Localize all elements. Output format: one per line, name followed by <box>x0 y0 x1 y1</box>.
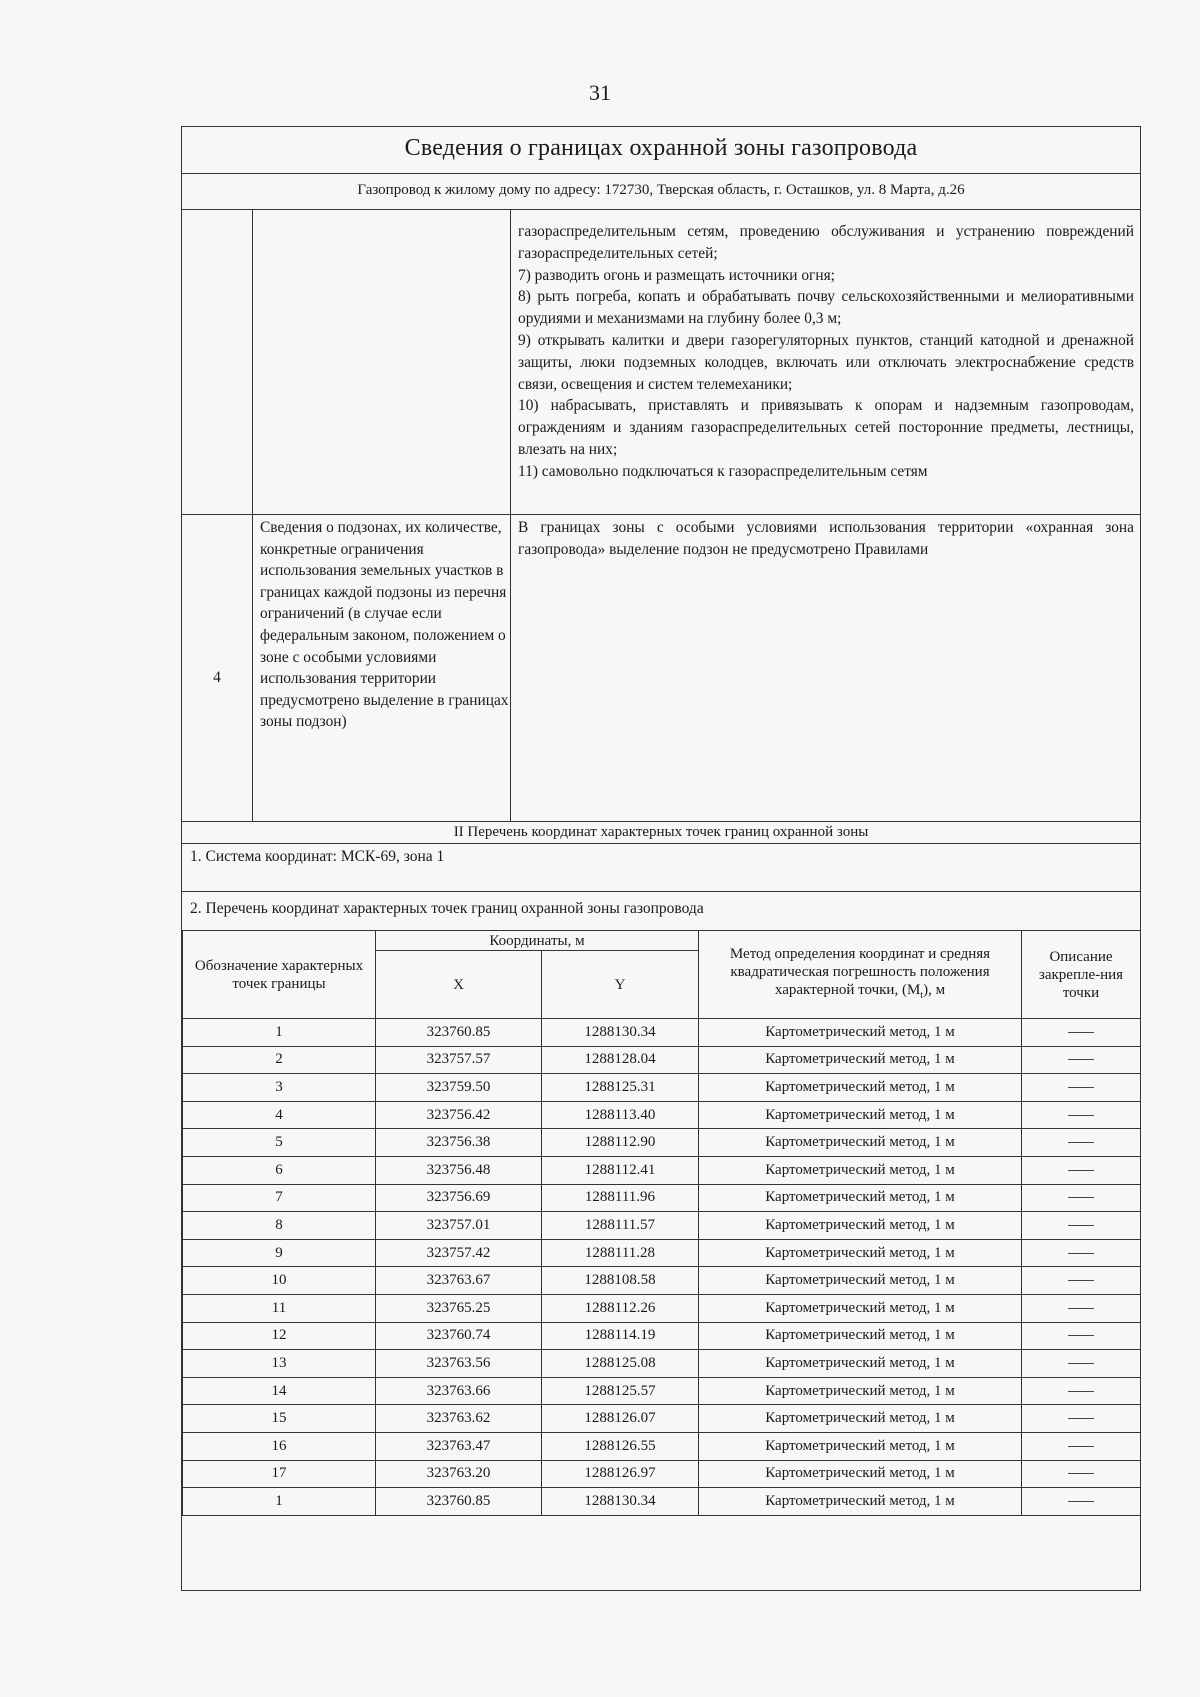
method-cell: Картометрический метод, 1 м <box>699 1019 1022 1047</box>
x-coordinate: 323760.74 <box>376 1322 542 1350</box>
point-number: 12 <box>183 1322 376 1350</box>
restrictions-list <box>518 221 1134 483</box>
divider <box>182 514 1140 515</box>
y-coordinate: 1288114.19 <box>542 1322 699 1350</box>
point-number: 14 <box>183 1377 376 1405</box>
x-coordinate: 323756.69 <box>376 1184 542 1212</box>
subzones-label: Сведения о подзонах, их количестве, конкретные ограничения использования земельных участков в границах каждой подзоны из перечня ограничений (в случае если федеральным законом, положением о зоне с особыми условиями использования территории предусмотрено выделение в границах зоны подзон) <box>260 519 509 731</box>
point-number: 4 <box>183 1101 376 1129</box>
y-coordinate: 1288112.41 <box>542 1156 699 1184</box>
dash-mark <box>1068 1197 1094 1198</box>
dash-mark <box>1068 1363 1094 1364</box>
table-row <box>183 1156 1141 1184</box>
table-row <box>183 1488 1141 1516</box>
description-cell <box>1022 1239 1141 1267</box>
y-coordinate: 1288108.58 <box>542 1267 699 1295</box>
y-coordinate: 1288125.08 <box>542 1350 699 1378</box>
divider <box>182 209 1140 210</box>
table-row <box>183 1129 1141 1157</box>
pipeline-address: Газопровод к жилому дому по адресу: 172730, Тверская область, г. Осташков, ул. 8 Марта, д.26 <box>357 182 965 198</box>
method-cell: Картометрический метод, 1 м <box>699 1156 1022 1184</box>
dash-mark <box>1068 1170 1094 1171</box>
y-coordinate: 1288126.07 <box>542 1405 699 1433</box>
y-coordinate: 1288128.04 <box>542 1046 699 1074</box>
point-number: 7 <box>183 1184 376 1212</box>
description-cell <box>1022 1432 1141 1460</box>
x-coordinate: 323763.66 <box>376 1377 542 1405</box>
method-cell: Картометрический метод, 1 м <box>699 1377 1022 1405</box>
method-header: Метод определения координат и средняя квадратическая погрешность положения характерной точки, $(M_t)$, м <box>699 931 1022 1019</box>
divider <box>182 891 1140 892</box>
description-cell <box>1022 1019 1141 1047</box>
method-cell: Картометрический метод, 1 м <box>699 1267 1022 1295</box>
method-cell: Картометрический метод, 1 м <box>699 1129 1022 1157</box>
x-coordinate: 323757.01 <box>376 1212 542 1240</box>
y-coordinate: 1288111.28 <box>542 1239 699 1267</box>
point-number: 11 <box>183 1294 376 1322</box>
dash-mark <box>1068 1308 1094 1309</box>
point-number: 9 <box>183 1239 376 1267</box>
restriction-item: газораспределительным сетям, проведению обслуживания и устранению повреждений газораспределительных сетей; <box>518 223 1134 262</box>
y-coordinate: 1288112.90 <box>542 1129 699 1157</box>
divider <box>182 173 1140 174</box>
dash-mark <box>1068 1059 1094 1060</box>
subzones-text: В границах зоны с особыми условиями использования территории «охранная зона газопровода» выделение подзон не предусмотрено Правилами <box>518 519 1134 558</box>
dash-mark <box>1068 1501 1094 1502</box>
point-number: 8 <box>183 1212 376 1240</box>
x-coordinate: 323763.20 <box>376 1460 542 1488</box>
y-coordinate: 1288111.57 <box>542 1212 699 1240</box>
column-divider <box>252 209 253 821</box>
dash-mark <box>1068 1087 1094 1088</box>
restriction-item: 8) рыть погреба, копать и обрабатывать почву сельскохозяйственными и мелиоративными орудиями и механизмами на глубину более 0,3 м; <box>518 288 1134 328</box>
point-number: 6 <box>183 1156 376 1184</box>
method-cell: Картометрический метод, 1 м <box>699 1405 1022 1433</box>
description-cell <box>1022 1350 1141 1378</box>
description-cell <box>1022 1129 1141 1157</box>
divider <box>182 821 1140 822</box>
x-coordinate: 323757.42 <box>376 1239 542 1267</box>
method-cell: Картометрический метод, 1 м <box>699 1239 1022 1267</box>
dash-mark <box>1068 1225 1094 1226</box>
method-cell: Картометрический метод, 1 м <box>699 1488 1022 1516</box>
table-row <box>183 1405 1141 1433</box>
method-cell: Картометрический метод, 1 м <box>699 1212 1022 1240</box>
method-cell: Картометрический метод, 1 м <box>699 1322 1022 1350</box>
protection-zone-document <box>181 126 1141 1591</box>
method-cell: Картометрический метод, 1 м <box>699 1460 1022 1488</box>
document-title: Сведения о границах охранной зоны газопровода <box>404 135 918 161</box>
description-cell <box>1022 1156 1141 1184</box>
point-number: 3 <box>183 1074 376 1102</box>
coordinates-header: Координаты, м <box>376 931 699 951</box>
table-row <box>183 1019 1141 1047</box>
x-coordinate: 323760.85 <box>376 1019 542 1047</box>
table-row <box>183 1074 1141 1102</box>
y-coordinate: 1288112.26 <box>542 1294 699 1322</box>
table-row <box>183 1101 1141 1129</box>
description-cell <box>1022 1046 1141 1074</box>
description-cell <box>1022 1294 1141 1322</box>
table-row <box>183 1184 1141 1212</box>
method-cell: Картометрический метод, 1 м <box>699 1294 1022 1322</box>
description-cell <box>1022 1074 1141 1102</box>
method-cell: Картометрический метод, 1 м <box>699 1101 1022 1129</box>
description-cell <box>1022 1377 1141 1405</box>
description-cell <box>1022 1101 1141 1129</box>
x-coordinate: 323759.50 <box>376 1074 542 1102</box>
divider <box>182 843 1140 844</box>
x-coordinate: 323760.85 <box>376 1488 542 1516</box>
point-number: 15 <box>183 1405 376 1433</box>
x-coordinate: 323763.67 <box>376 1267 542 1295</box>
dash-mark <box>1068 1473 1094 1474</box>
point-number: 1 <box>183 1488 376 1516</box>
table-row <box>183 1377 1141 1405</box>
y-coordinate: 1288125.57 <box>542 1377 699 1405</box>
restriction-item: 11) самовольно подключаться к газораспределительным сетям <box>518 462 928 480</box>
dash-mark <box>1068 1418 1094 1419</box>
y-coordinate: 1288113.40 <box>542 1101 699 1129</box>
x-coordinate: 323765.25 <box>376 1294 542 1322</box>
column-divider <box>510 209 511 821</box>
description-cell <box>1022 1488 1141 1516</box>
description-cell <box>1022 1184 1141 1212</box>
point-number: 2 <box>183 1046 376 1074</box>
designation-header: Обозначение характерных точек границы <box>183 931 376 1019</box>
description-cell <box>1022 1460 1141 1488</box>
table-row <box>183 1350 1141 1378</box>
dash-mark <box>1068 1335 1094 1336</box>
y-coordinate: 1288126.97 <box>542 1460 699 1488</box>
table-row <box>183 1294 1141 1322</box>
table-row <box>183 1212 1141 1240</box>
table-row <box>183 1267 1141 1295</box>
point-number: 10 <box>183 1267 376 1295</box>
y-coordinate: 1288130.34 <box>542 1488 699 1516</box>
method-cell: Картометрический метод, 1 м <box>699 1046 1022 1074</box>
y-coordinate: 1288130.34 <box>542 1019 699 1047</box>
restriction-item: 9) открывать калитки и двери газорегуляторных пунктов, станций катодной и дренажной защиты, люки подземных колодцев, включать или отключать электроснабжение средств связи, освещения и систем телемеханики; <box>518 331 1134 393</box>
point-number: 5 <box>183 1129 376 1157</box>
x-coordinate: 323763.56 <box>376 1350 542 1378</box>
dash-mark <box>1068 1446 1094 1447</box>
coordinate-system: 1. Система координат: МСК-69, зона 1 <box>190 848 445 865</box>
restriction-item: 7) разводить огонь и размещать источники огня; <box>518 266 835 284</box>
point-number: 16 <box>183 1432 376 1460</box>
y-coordinate: 1288125.31 <box>542 1074 699 1102</box>
table-row <box>183 1460 1141 1488</box>
section-2-title: II Перечень координат характерных точек границ охранной зоны <box>453 824 869 840</box>
row-number: 4 <box>213 669 221 686</box>
x-coordinate: 323756.42 <box>376 1101 542 1129</box>
table-row <box>183 1322 1141 1350</box>
table-row <box>183 1432 1141 1460</box>
point-number: 1 <box>183 1019 376 1047</box>
page-number: 31 <box>589 80 611 105</box>
dash-mark <box>1068 1032 1094 1033</box>
table-row <box>183 1046 1141 1074</box>
x-coordinate: 323757.57 <box>376 1046 542 1074</box>
method-cell: Картометрический метод, 1 м <box>699 1350 1022 1378</box>
x-header: X <box>376 951 542 1019</box>
y-header: Y <box>542 951 699 1019</box>
x-coordinate: 323763.62 <box>376 1405 542 1433</box>
description-cell <box>1022 1405 1141 1433</box>
y-coordinate: 1288126.55 <box>542 1432 699 1460</box>
dash-mark <box>1068 1391 1094 1392</box>
coordinate-list-title: 2. Перечень координат характерных точек границ охранной зоны газопровода <box>190 900 704 917</box>
dash-mark <box>1068 1280 1094 1281</box>
dash-mark <box>1068 1142 1094 1143</box>
dash-mark <box>1068 1253 1094 1254</box>
point-number: 13 <box>183 1350 376 1378</box>
restriction-item: 10) набрасывать, приставлять и привязывать к опорам и надземным газопроводам, ограждениям и зданиям газораспределительных сетей посторонние предметы, лестницы, влезать на них; <box>518 397 1134 458</box>
method-cell: Картометрический метод, 1 м <box>699 1184 1022 1212</box>
point-number: 17 <box>183 1460 376 1488</box>
y-coordinate: 1288111.96 <box>542 1184 699 1212</box>
description-cell <box>1022 1267 1141 1295</box>
description-header: Описание закрепле-ния точки <box>1022 931 1141 1019</box>
table-row <box>183 1239 1141 1267</box>
x-coordinate: 323763.47 <box>376 1432 542 1460</box>
description-cell <box>1022 1322 1141 1350</box>
coordinates-table <box>182 930 1141 1516</box>
method-cell: Картометрический метод, 1 м <box>699 1074 1022 1102</box>
x-coordinate: 323756.38 <box>376 1129 542 1157</box>
dash-mark <box>1068 1115 1094 1116</box>
x-coordinate: 323756.48 <box>376 1156 542 1184</box>
method-cell: Картометрический метод, 1 м <box>699 1432 1022 1460</box>
description-cell <box>1022 1212 1141 1240</box>
